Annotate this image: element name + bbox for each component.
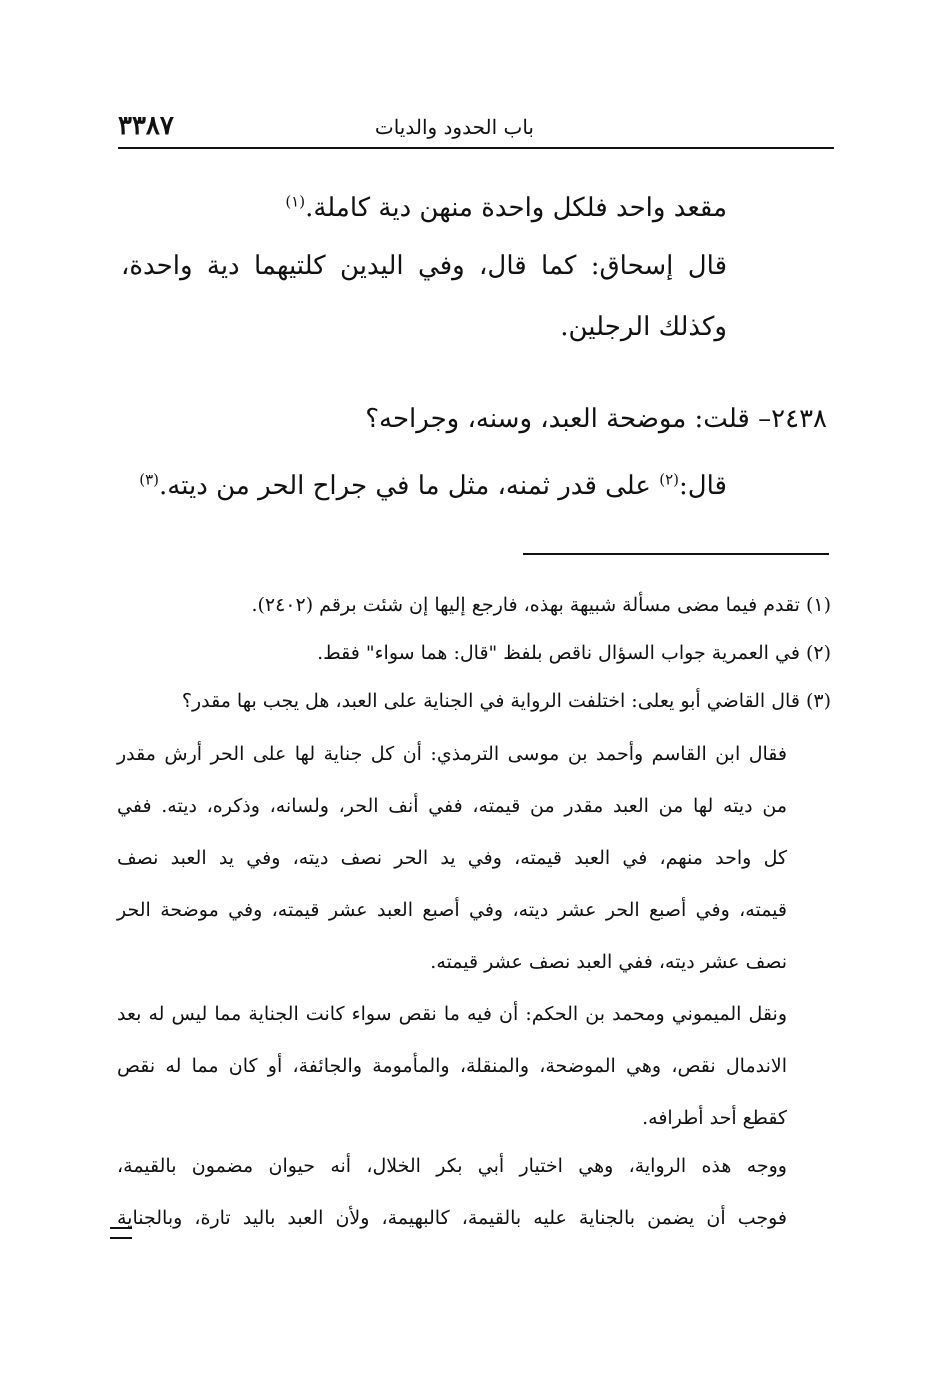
footnote-ref-3: (٣)	[139, 470, 159, 489]
footnote-3-paragraph-2	[117, 988, 787, 1144]
footnote-3-paragraph-3	[117, 1140, 787, 1244]
footnote-ref-1: (١)	[285, 192, 306, 211]
footnote-line: فقال ابن القاسم وأحمد بن موسى الترمذي: أن كل جناية لها على الحر أرش مقدر	[117, 743, 787, 765]
paragraph-2-line-1: قال إسحاق: كما قال، وفي اليدين كلتيهما دية واحدة،	[121, 251, 727, 281]
footnote-line: كقطع أحد أطرافه.	[642, 1107, 787, 1129]
footnote-ref-2: (٢)	[659, 470, 679, 489]
question-number: ٢٤٣٨	[771, 404, 827, 434]
answer	[121, 456, 727, 517]
question-2438	[365, 404, 827, 434]
paragraph-1	[121, 178, 727, 239]
footnote-line: ووجه هذه الرواية، وهي اختيار أبي بكر الخلال، أنه حيوان مضمون بالقيمة،	[117, 1155, 787, 1177]
paragraph-2-line-2: وكذلك الرجلين.	[560, 312, 727, 342]
question-text: – قلت: موضحة العبد، وسنه، وجراحه؟	[365, 404, 772, 434]
footnote-1: (١) تقدم فيما مضى مسألة شبيهة بهذه، فارجع إليها إن شئت برقم (٢٤٠٢).	[251, 594, 831, 616]
page-header	[118, 103, 834, 149]
footnote-2: (٢) في العمرية جواب السؤال ناقص بلفظ "قال: هما سواء" فقط.	[317, 642, 831, 664]
footnote-line: كل واحد منهم، في العبد قيمته، وفي يد الحر نصف ديته، وفي يد العبد نصف	[117, 847, 787, 869]
footnote-line: نصف عشر ديته، ففي العبد نصف عشر قيمته.	[430, 951, 787, 973]
paragraph-2	[121, 236, 727, 358]
running-title: باب الحدود والديات	[374, 115, 534, 139]
footnote-separator	[523, 553, 829, 555]
footnote-3: (٣) قال القاضي أبو يعلى: اختلفت الرواية في الجناية على العبد، هل يجب بها مقدر؟	[181, 690, 831, 712]
answer-line: قال:$^{(٢)}$ على قدر ثمنه، مثل ما في جراح الحر من ديته.$^{(٣)}$	[139, 470, 727, 501]
footnote-line: ونقل الميموني ومحمد بن الحكم: أن فيه ما نقص سواء كانت الجناية مما ليس له بعد	[117, 1003, 787, 1025]
page-number: ٣٣٨٧	[118, 111, 174, 141]
footnote-3-paragraph-1	[117, 728, 787, 988]
footnote-line: الاندمال نقص، وهي الموضحة، والمنقلة، والمأمومة والجائفة، أو كان مما له نقص	[117, 1055, 787, 1077]
footnote-line: من ديته لها من العبد مقدر من قيمته، ففي أنف الحر، ولسانه، وذكره، ديته. ففي	[117, 795, 787, 817]
continuation-mark	[110, 1227, 132, 1239]
footnote-line: قيمته، وفي أصبع الحر عشر ديته، وفي أصبع العبد عشر قيمته، وفي موضحة الحر	[117, 899, 787, 921]
footnote-line: فوجب أن يضمن بالجناية عليه بالقيمة، كالبهيمة، ولأن العبد باليد تارة، وبالجناية	[117, 1207, 787, 1229]
paragraph-1-line-1: مقعد واحد فلكل واحدة منهن دية كاملة.$^{(١)}$	[285, 192, 727, 223]
